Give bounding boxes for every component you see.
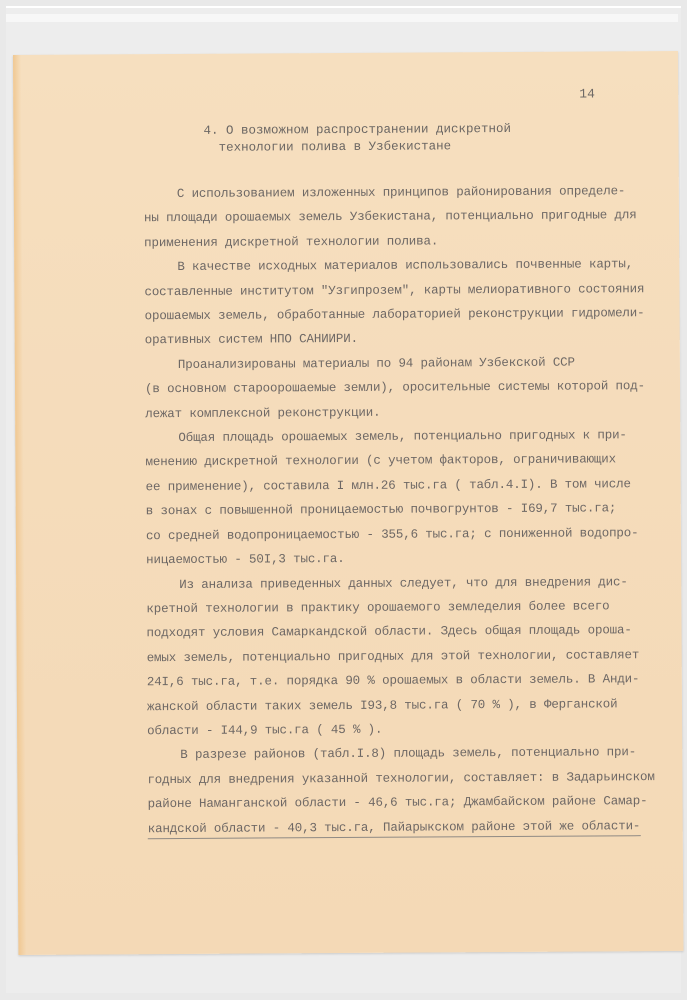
text-line: годных для внедрения указанной технологии, составляет: в Задарьинском xyxy=(147,769,655,787)
paragraph-4 xyxy=(145,423,651,573)
text-line: Проанализированы материалы по 94 районам Узбекской ССР xyxy=(177,355,575,372)
text-line: менению дискретной технологии (с учетом факторов, ограничивающих xyxy=(145,452,617,470)
text-line: С использованием изложенных принципов районирования определе- xyxy=(176,184,626,202)
paragraph-6 xyxy=(147,740,653,841)
page-number: 14 xyxy=(579,86,595,102)
heading-line-2: технологии полива в Узбекистане xyxy=(218,139,452,155)
text-line: жанской области таких земель I93,8 тыс.га ( 70 % ), в Ферганской xyxy=(146,696,618,714)
text-line: (в основном староорошаемые земли), оросительные системы которой под- xyxy=(145,379,645,397)
text-line: оративных систем НПО САНИИРИ. xyxy=(144,332,358,348)
document-page xyxy=(13,51,683,955)
text-line: В разрезе районов (табл.I.8) площадь земель, потенциально при- xyxy=(180,745,637,763)
text-line: в зонах с повышенной проницаемостью почвогрунтов - I69,7 тыс.га; xyxy=(145,501,617,519)
body-text xyxy=(144,179,653,841)
text-line: со средней водопроницаемостью - 355,6 тыс.га; с пониженной водопро- xyxy=(145,525,639,543)
text-line: Из анализа приведенных данных следует, что для внедрения дис- xyxy=(179,574,628,592)
text-line: ницаемостью - 50I,3 тыс.га. xyxy=(146,552,345,568)
text-line: составленные институтом "Узгипрозем", карты мелиоративного состояния xyxy=(144,281,645,299)
text-line: 24I,6 тыс.га, т.е. порядка 90 % орошаемых в области земель. В Анди- xyxy=(146,672,640,690)
paragraph-5 xyxy=(146,570,652,744)
paragraph-2 xyxy=(144,252,650,353)
text-line: кретной технологии в практику орошаемого земледелия более всего xyxy=(146,599,610,617)
underlined-text-line: кандской области - 40,3 тыс.га, Пайарыкском районе этой же области- xyxy=(148,817,641,839)
text-line: подходят условия Самаркандской области. Здесь общая площадь ороша- xyxy=(146,623,632,641)
text-line: области - I44,9 тыс.га ( 45 % ). xyxy=(147,722,383,739)
scanner-edge xyxy=(6,14,678,22)
text-line: орошаемых земель, обработанные лабораторией реконструкции гидромели- xyxy=(144,306,645,324)
text-line: ее применение), составила I млн.26 тыс.га ( табл.4.I). В том числе xyxy=(145,477,631,495)
text-line: Общая площадь орошаемых земель, потенциально пригодных к при- xyxy=(178,428,627,446)
section-heading xyxy=(203,120,603,156)
paragraph-1 xyxy=(144,179,649,255)
paragraph-3 xyxy=(145,350,650,426)
text-line: емых земель, потенциально пригодных для этой технологии, составляет xyxy=(146,647,640,665)
text-line: районе Наманганской области - 46,6 тыс.га; Джамбайском районе Самар- xyxy=(147,794,648,812)
text-line: ны площади орошаемых земель Узбекистана, потенциально пригодные для xyxy=(143,208,637,226)
text-line: применения дискретной технологии полива. xyxy=(144,234,439,251)
text-line: В качестве исходных материалов использовались почвенные карты, xyxy=(177,257,634,275)
text-line: лежат комплексной реконструкции. xyxy=(145,405,381,421)
heading-line-1: 4. О возможном распространении дискретной xyxy=(203,121,512,138)
